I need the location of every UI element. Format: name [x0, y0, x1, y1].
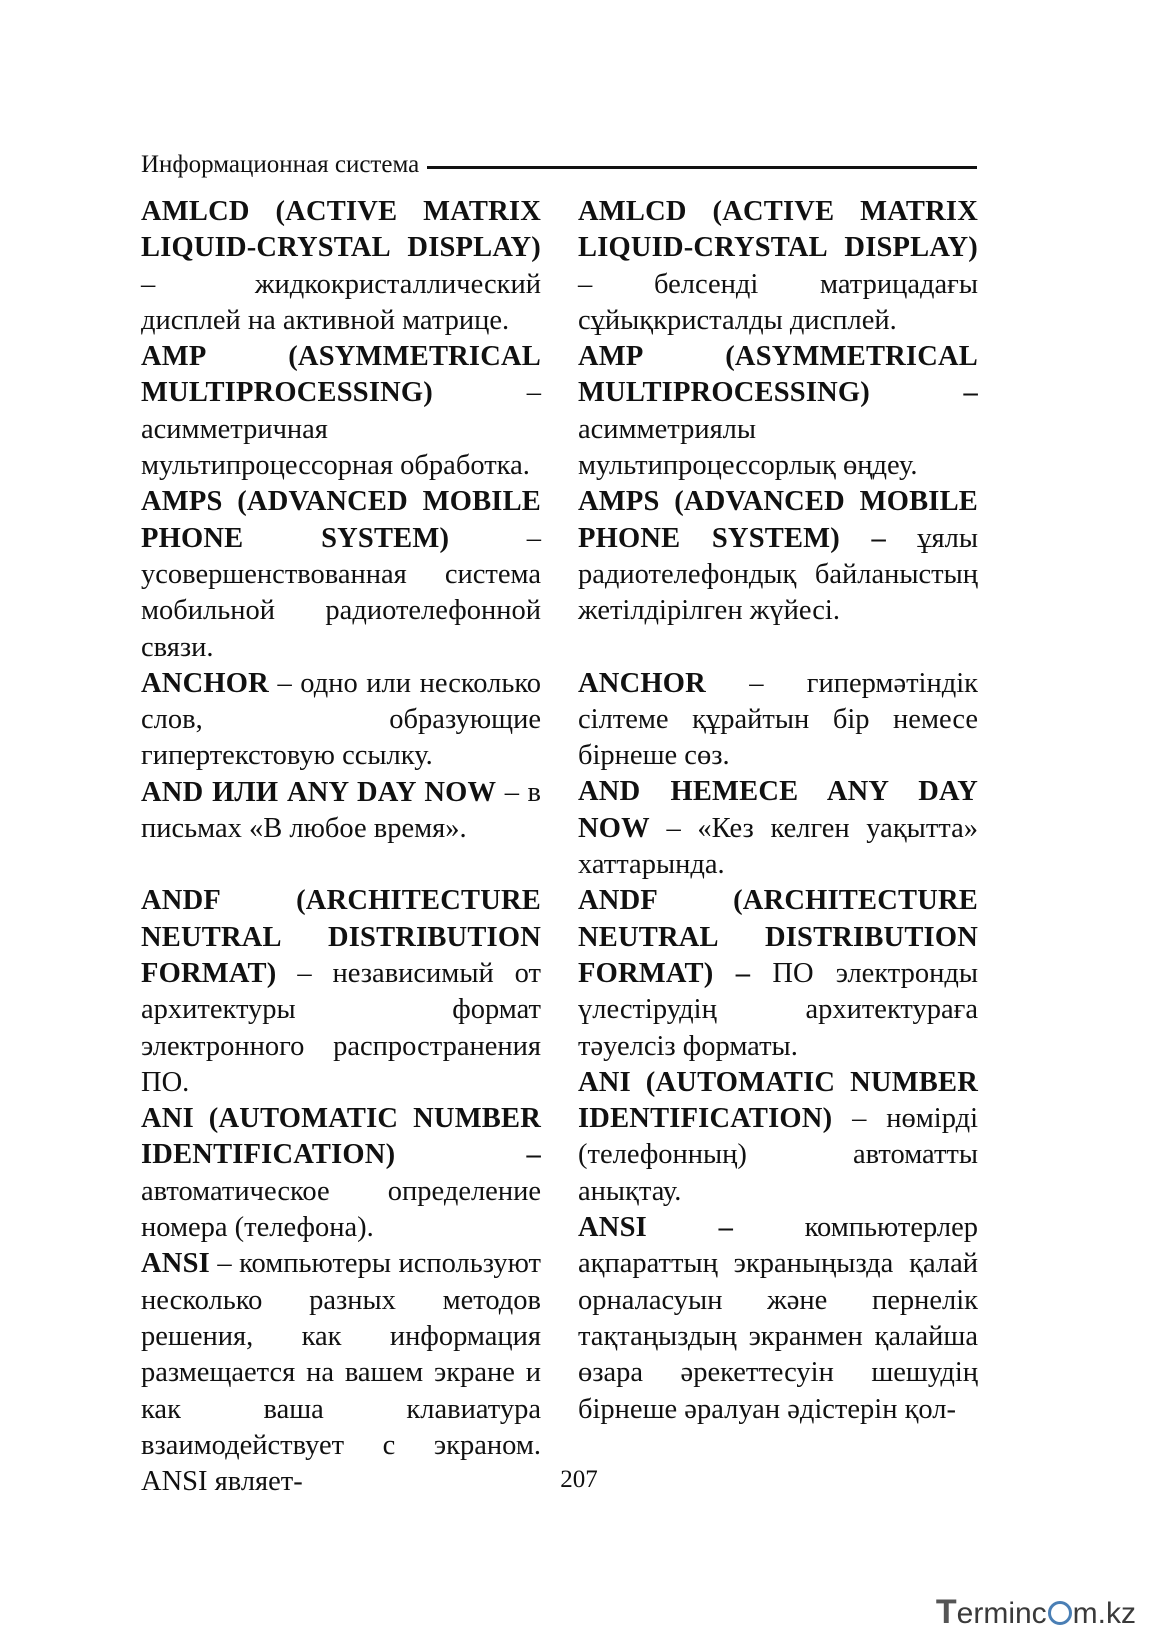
running-header: [141, 148, 977, 182]
left-column-russian: [141, 194, 541, 1500]
entry-ani-kz: [578, 1065, 978, 1210]
entry-term: AMLCD (ACTIVE MATRIX LIQUID-CRYSTAL DISPLAY): [578, 196, 978, 264]
page-number: 207: [560, 1466, 598, 1493]
entry-andf-ru: [141, 883, 541, 1101]
entry-definition: – асимметричная мультипроцессорная обработка.: [141, 377, 541, 482]
entry-term: AMP (ASYMMETRICAL MULTIPROCESSING): [141, 341, 541, 409]
logo-text-part2: m.kz: [1072, 1597, 1136, 1630]
entry-term: ANCHOR: [578, 667, 706, 699]
entry-anchor-kz: [578, 666, 978, 775]
entry-ansi-ru: [141, 1246, 541, 1500]
entry-definition: – жидкокристаллический дисплей на активной матрице.: [141, 268, 541, 336]
entry-ani-ru: [141, 1101, 541, 1246]
entry-amps-kz: [578, 484, 978, 629]
entry-definition: – одно или несколько слов, образующие гипертекстовую ссылку.: [141, 667, 541, 772]
entry-term: AMP (ASYMMETRICAL MULTIPROCESSING) –: [578, 341, 978, 409]
entry-term: AMPS (ADVANCED MOBILE PHONE SYSTEM): [141, 486, 541, 554]
entry-ansi-kz: [578, 1210, 978, 1428]
entry-definition: – усовершенствованная система мобильной радиотелефонной связи.: [141, 522, 541, 663]
logo-letter-t: T: [935, 1593, 957, 1631]
entry-definition: автоматическое определение номера (телефона).: [141, 1175, 541, 1244]
entry-term: AND HEMECE ANY DAY NOW: [578, 776, 978, 844]
entry-term: AMLCD (ACTIVE MATRIX LIQUID-CRYSTAL DISPLAY): [141, 196, 541, 264]
entry-definition: – гипермәтіндік сілтеме құрайтын бір немесе бірнеше сөз.: [578, 667, 978, 772]
entry-term: ANDF (ARCHITECTURE NEUTRAL DISTRIBUTION FORMAT): [141, 885, 541, 989]
entry-term: ANI (AUTOMATIC NUMBER IDENTIFICATION) –: [141, 1103, 541, 1171]
logo-search-circle-icon: [1048, 1601, 1072, 1625]
entry-term: ANSI –: [578, 1212, 734, 1244]
entry-amps-ru: [141, 484, 541, 665]
entry-term: ANDF (ARCHITECTURE NEUTRAL DISTRIBUTION FORMAT) –: [578, 885, 978, 989]
header-title: Информационная система: [141, 151, 420, 178]
entry-definition: – белсенді матрицадағы сұйықкристалды дисплей.: [578, 268, 978, 336]
entry-amlcd-ru: [141, 194, 541, 339]
entry-term: ANSI: [141, 1248, 210, 1280]
entry-andf-kz: [578, 883, 978, 1064]
entry-definition: – нөмірді (телефонның) автоматты анықтау.: [578, 1103, 978, 1207]
entry-amp-kz: [578, 339, 978, 484]
entry-definition: – в письмах «В любое время».: [141, 776, 541, 845]
entry-term: ANCHOR: [141, 667, 269, 699]
entry-definition: – «Кез келген уақытта» хаттарында.: [578, 812, 978, 881]
entry-definition: асимметриялы мультипроцессорлық өңдеу.: [578, 413, 918, 482]
entry-and-kz: [578, 774, 978, 883]
entry-definition: – компьютеры используют несколько разных методов решения, как информация размещается на вашем экране и как ваша клавиатура взаимодействует с экраном. ANSI являет-: [141, 1248, 541, 1498]
termincom-watermark-logo: [936, 1593, 1136, 1632]
header-rule: [427, 166, 977, 169]
entry-definition: ПО электронды үлестірудің архитектураға тәуелсіз форматы.: [578, 957, 978, 1062]
entry-anchor-ru: [141, 666, 541, 775]
entry-definition: ұялы радиотелефондық байланыстың жетілдірілген жүйесі.: [578, 522, 978, 627]
entry-definition: – независимый от архитектуры формат электронного распространения ПО.: [141, 957, 541, 1098]
entry-amp-ru: [141, 339, 541, 484]
entry-amlcd-kz: [578, 194, 978, 339]
entry-and-ru: [141, 775, 541, 848]
entry-definition: компьютерлер ақпараттың экраныңызда қалай орналасуын және пернелік тақтаңыздың экранмен қалайша өзара әрекеттесуін шешудің бірнеше әралуан әдістерін қол-: [578, 1212, 978, 1425]
entry-term: ANI (AUTOMATIC NUMBER IDENTIFICATION): [578, 1066, 978, 1135]
logo-text-part1: erminc: [956, 1597, 1047, 1630]
right-column-kazakh: [578, 194, 978, 1428]
entry-term: AND ИЛИ ANY DAY NOW: [141, 776, 497, 808]
entry-term: AMPS (ADVANCED MOBILE PHONE SYSTEM) –: [578, 486, 978, 554]
